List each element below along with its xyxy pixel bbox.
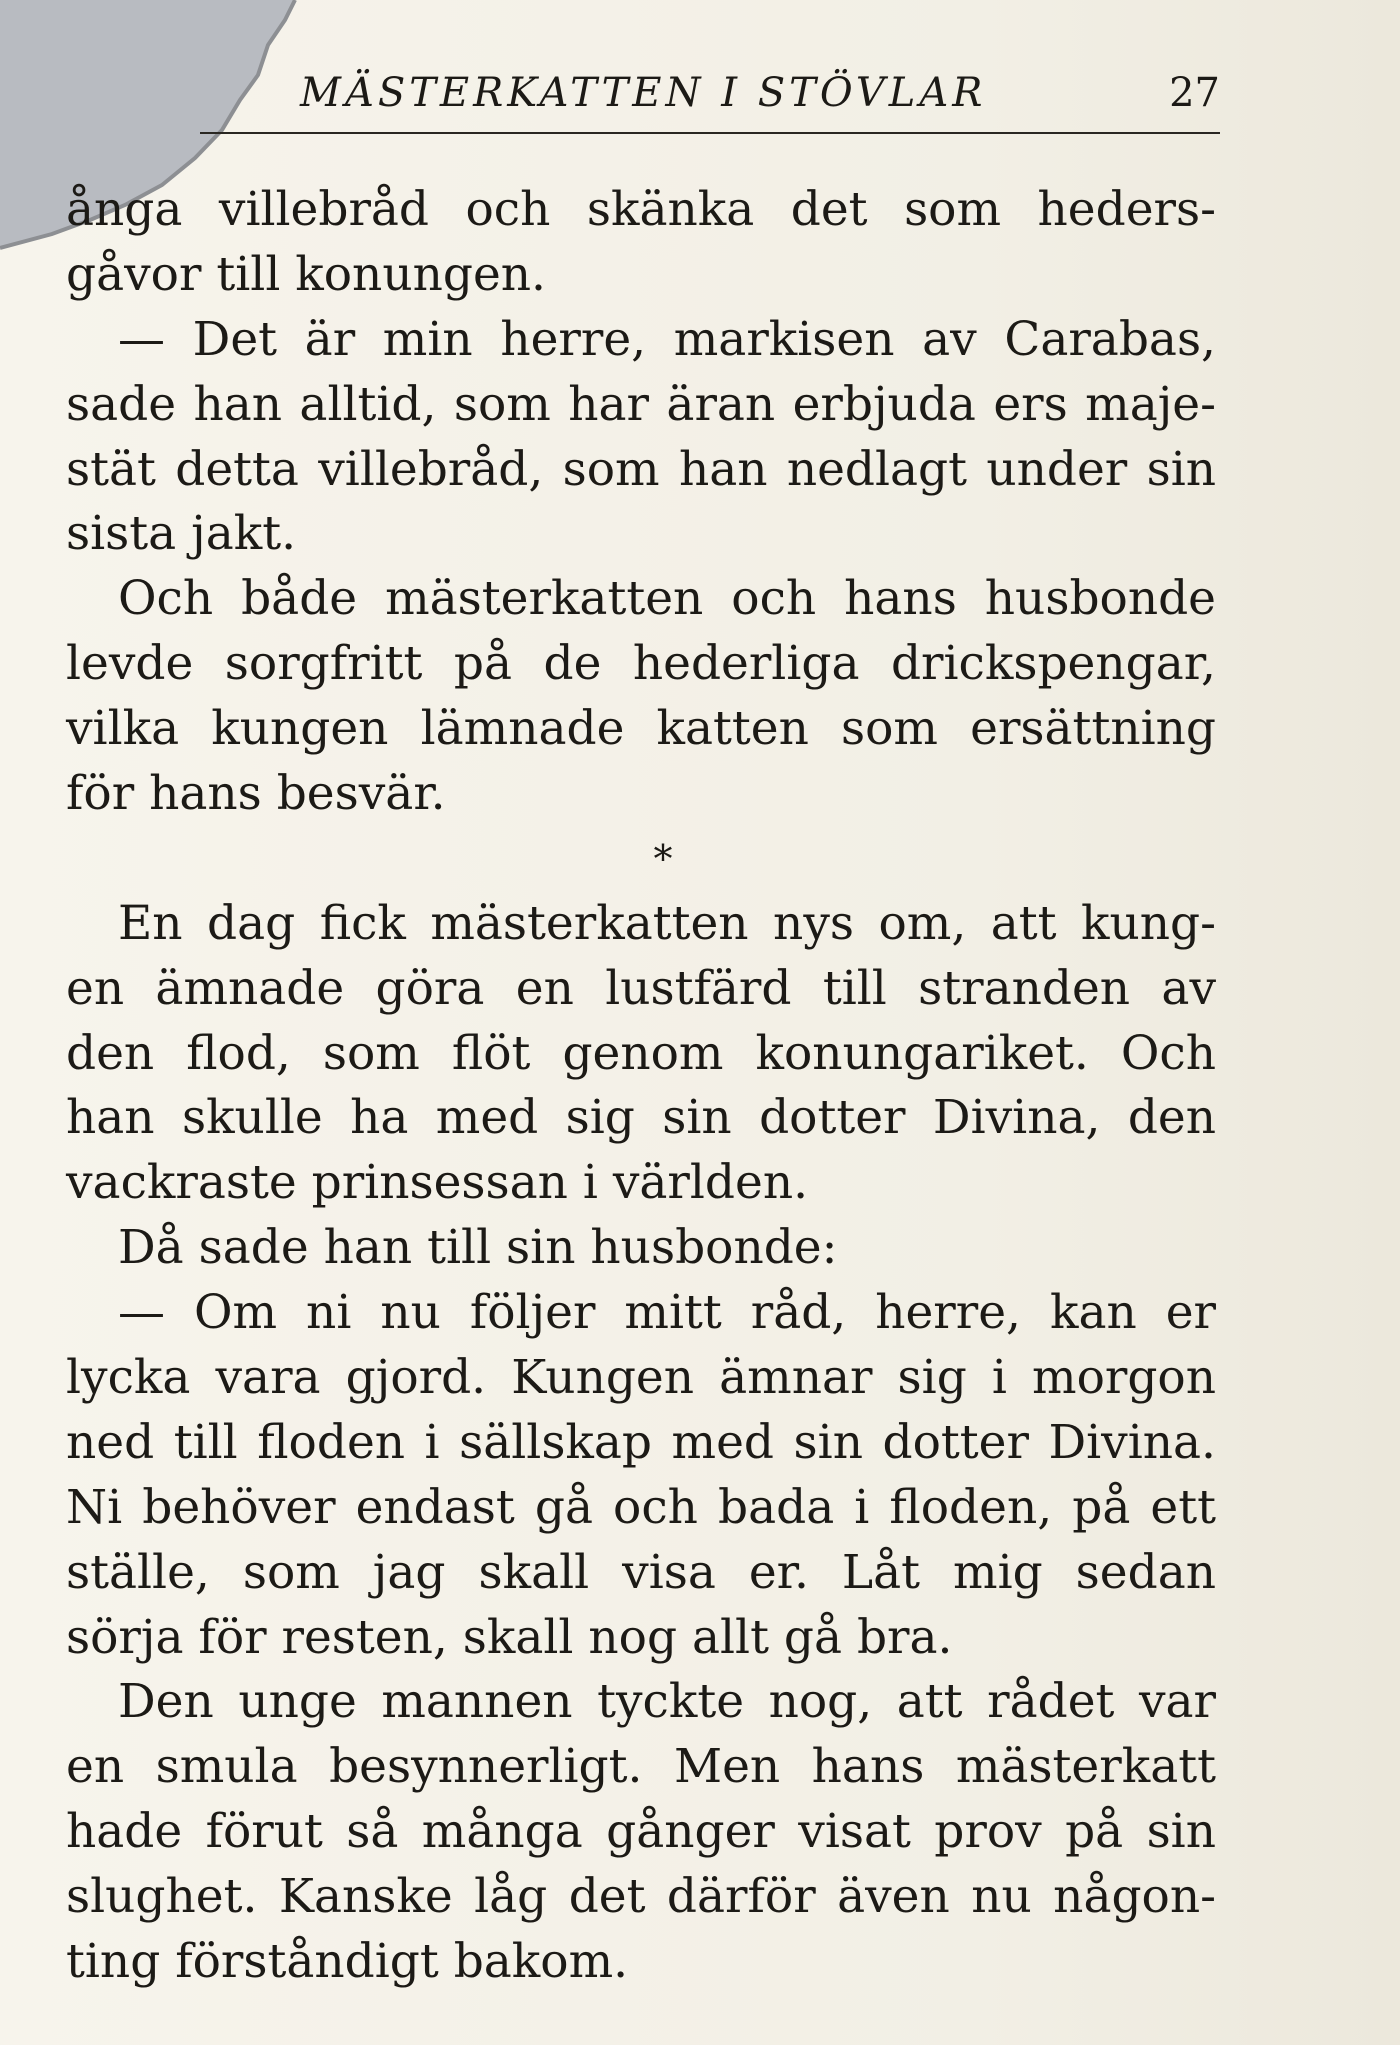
- text-line: sade han alltid, som har äran erbjuda ers maje-: [66, 376, 1216, 432]
- text-line: Då sade han till sin husbonde:: [118, 1220, 838, 1276]
- text-line: den flod, som flöt genom konungariket. Och: [66, 1025, 1216, 1081]
- text-line: Och både mästerkatten och hans husbonde: [118, 571, 1216, 627]
- text-line: han skulle ha med sig sin dotter Divina, den: [66, 1090, 1216, 1146]
- text-line: en smula besynnerligt. Men hans mästerkatt: [66, 1739, 1216, 1795]
- text-line: vackraste prinsessan i världen.: [66, 1155, 809, 1211]
- text-line: sista jakt.: [66, 506, 297, 562]
- text-line: ned till floden i sällskap med sin dotter Divina.: [66, 1414, 1216, 1470]
- text-line: levde sorgfritt på de hederliga drickspengar,: [66, 636, 1216, 692]
- text-line: En dag fick mästerkatten nys om, att kung-: [118, 895, 1216, 951]
- body-text: [66, 178, 1216, 1995]
- section-break-asterisk: *: [653, 836, 673, 881]
- text-line: lycka vara gjord. Kungen ämnar sig i morgon: [66, 1350, 1216, 1406]
- text-line: ställe, som jag skall visa er. Låt mig sedan: [66, 1544, 1216, 1600]
- text-line: ting förståndigt bakom.: [66, 1934, 629, 1990]
- text-line: sörja för resten, skall nog allt gå bra.: [66, 1609, 953, 1665]
- text-line: gåvor till konungen.: [66, 246, 546, 302]
- text-line: Ni behöver endast gå och bada i floden, på ett: [66, 1479, 1216, 1535]
- text-line: stät detta villebråd, som han nedlagt under sin: [66, 441, 1216, 497]
- text-line: — Det är min herre, markisen av Carabas,: [118, 311, 1216, 367]
- text-line: slughet. Kanske låg det därför även nu någon-: [66, 1869, 1216, 1925]
- text-line: en ämnade göra en lustfärd till stranden av: [66, 960, 1216, 1016]
- header-rule: [200, 132, 1220, 134]
- text-line: för hans besvär.: [66, 766, 446, 822]
- running-title: MÄSTERKATTEN I STÖVLAR: [300, 70, 987, 116]
- text-line: vilka kungen lämnade katten som ersättning: [66, 701, 1216, 757]
- text-line: Den unge mannen tyckte nog, att rådet var: [118, 1674, 1216, 1730]
- text-line: hade förut så många gånger visat prov på sin: [66, 1804, 1216, 1860]
- running-header: [280, 70, 1220, 130]
- text-line: ånga villebråd och skänka det som heders-: [66, 182, 1216, 237]
- page-number: 27: [1169, 70, 1220, 116]
- text-line: — Om ni nu följer mitt råd, herre, kan er: [118, 1285, 1216, 1341]
